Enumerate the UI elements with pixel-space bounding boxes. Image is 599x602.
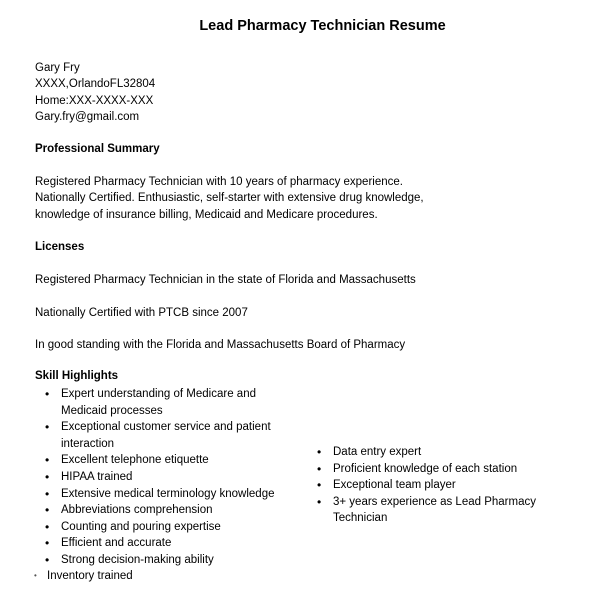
list-item: • Excellent telephone etiquette [35,452,297,469]
summary-line: Nationally Certified. Enthusiastic, self-starter with extensive drug knowledge, [35,192,424,205]
bullet-icon: • [34,571,37,580]
list-item-inventory [35,570,133,582]
contact-email: Gary.fry@gmail.com [35,110,140,123]
license-item: Nationally Certified with PTCB since 2007 [35,307,248,319]
professional-summary-text [35,174,424,223]
summary-line: Registered Pharmacy Technician with 10 years of pharmacy experience. [35,176,403,188]
list-item: • Abbreviations comprehension [35,502,297,519]
list-item: • Data entry expert [307,444,552,461]
licenses-heading: Licenses [35,241,85,253]
list-item: • Counting and pouring expertise [35,519,297,536]
list-item: • Exceptional customer service and patient interaction [35,419,297,452]
list-item: • Extensive medical terminology knowledge [35,486,297,503]
contact-block [35,60,155,125]
contact-address: XXXX,OrlandoFL32804 [35,78,156,91]
list-item: • Expert understanding of Medicare and Medicaid processes [35,386,297,419]
skills-list-right [307,444,552,527]
contact-name: Gary Fry [35,62,80,74]
summary-line: knowledge of insurance billing, Medicaid and Medicare procedures. [35,208,378,221]
list-item: • Exceptional team player [307,477,552,494]
list-item: • Proficient knowledge of each station [307,461,552,478]
list-item-text: Inventory trained [47,570,133,582]
license-item: Registered Pharmacy Technician in the state of Florida and Massachusetts [35,274,416,286]
list-item: • HIPAA trained [35,469,297,486]
list-item: • Strong decision-making ability [35,552,297,569]
skills-list-left [35,386,297,569]
list-item: • 3+ years experience as Lead Pharmacy Technician [307,494,552,527]
license-item: In good standing with the Florida and Massachusetts Board of Pharmacy [35,339,406,351]
skill-highlights-heading: Skill Highlights [35,370,119,382]
contact-home-phone: Home:XXX-XXXX-XXX [35,94,154,107]
resume-title: Lead Pharmacy Technician Resume [199,18,446,34]
list-item: • Efficient and accurate [35,535,297,552]
professional-summary-heading: Professional Summary [35,143,160,155]
